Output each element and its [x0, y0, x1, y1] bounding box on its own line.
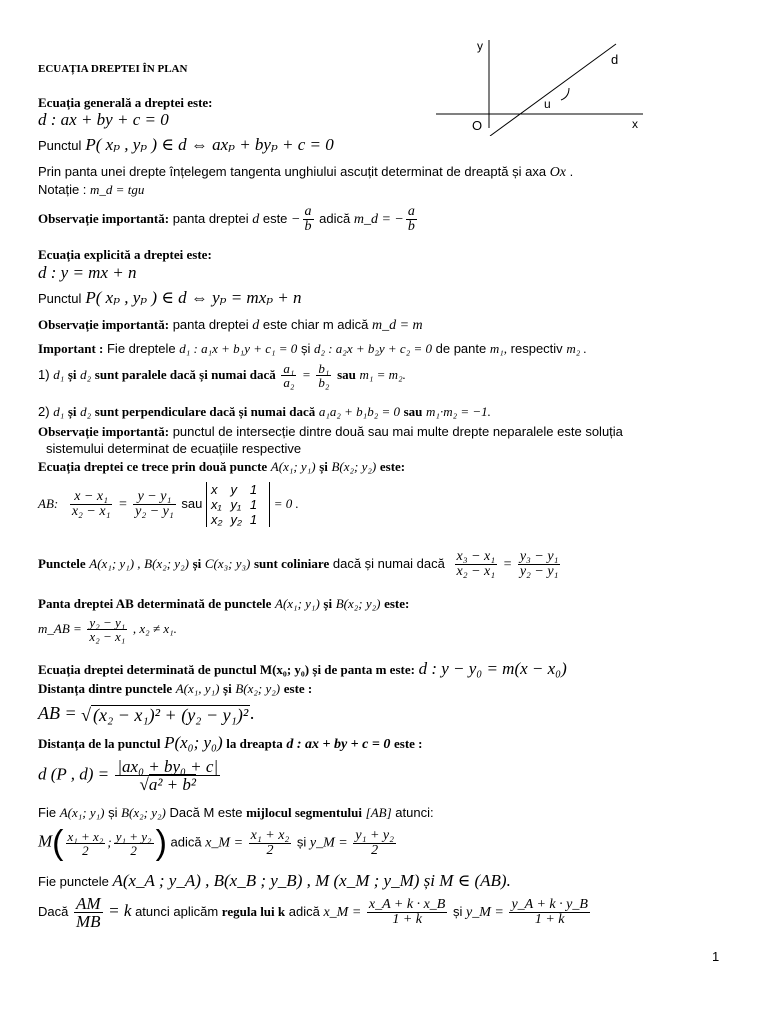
- two-points-heading: [38, 460, 405, 473]
- obs3-label: Observație importantă:: [38, 424, 170, 439]
- ratio-text1: atunci aplicăm: [135, 903, 219, 919]
- midpoint-atunci: atunci:: [395, 805, 434, 820]
- sqrt-sign: √ (x₂ − x₁)² + (y₂ − y₁)²: [81, 705, 249, 726]
- midpoint-text1: Fie: [38, 805, 57, 820]
- distance-este: este :: [283, 681, 313, 696]
- x-axis-label: x: [632, 117, 638, 131]
- collinear-text: dacă și numai dacă: [332, 555, 445, 571]
- perp-sau: sau: [403, 404, 423, 419]
- page-number: 1: [712, 949, 720, 964]
- parallel-line: [38, 362, 406, 389]
- midpoint-line: [38, 806, 434, 819]
- dist-line-text: la dreapta: [226, 736, 283, 751]
- md-eq: m_d = −: [353, 211, 404, 227]
- point-prefix-2: Punctul: [38, 291, 82, 306]
- important-text1: Fie dreptele: [106, 341, 176, 356]
- distance-B: B(x₂; y₂): [235, 681, 281, 696]
- general-eq: d : ax + by + c = 0: [38, 110, 169, 129]
- important-si: și: [300, 341, 311, 356]
- obs3-text1: punctul de intersecție dintre două sau mai multe drepte neparalele este soluția: [172, 424, 623, 439]
- notation-eq: m_d = tgu: [90, 182, 145, 197]
- midpoint-si2: și: [296, 834, 307, 850]
- line-d: [490, 44, 619, 136]
- dist-line-frac: $\frac{\text{|ax₀ + by₀ + c|}}{\text{√a² + b²}}$: [117, 757, 219, 794]
- midpoint-g1: $\frac{\text{x₁ + x₂}}{2}$: [250, 827, 290, 858]
- perpendicular-line: [38, 405, 491, 418]
- collinear-frac1: $\frac{\text{x₃ − x₁}}{\text{x₂ − x₁}}$: [456, 549, 496, 579]
- two-points-formula: [38, 482, 299, 527]
- points-line-text: Fie punctele: [38, 874, 109, 889]
- collinear-A: A(x₁; y₁) ,: [89, 555, 141, 571]
- collinear-eq: =: [502, 556, 513, 572]
- ratio-text2: adică: [288, 903, 320, 919]
- collinear-si: și: [192, 555, 202, 571]
- ratio-g2: $\frac{y\_A + k \cdot y\_B}{1 + k}$: [511, 897, 588, 927]
- important-resp: respectiv: [510, 341, 563, 356]
- notation-line: [38, 183, 144, 196]
- points-line-eq: A(x_A ; y_A) , B(x_B ; y_B) , M (x_M ; y_M) și M ∈ (AB).: [112, 871, 511, 890]
- obs-label-2: Observație importantă:: [38, 317, 170, 332]
- obs-intersection-2: sistemului determinat de ecuațiile respective: [46, 441, 302, 456]
- important-label: Important :: [38, 341, 104, 356]
- par-num: 1): [38, 366, 50, 382]
- obs-este: este: [262, 210, 288, 226]
- perp-si: și: [67, 404, 77, 419]
- obs-text: panta dreptei: [172, 210, 249, 226]
- notation-label: Notație :: [38, 182, 87, 197]
- general-point-line: [38, 136, 334, 154]
- obs-adica: adică: [319, 210, 351, 226]
- angle-arc: [561, 88, 569, 100]
- general-point-eq: P( xₚ , yₚ ) ∈ d ⇔ axₚ + byₚ + c = 0: [85, 135, 334, 154]
- fraction-a-b: $\frac{a}{b}$: [304, 204, 312, 234]
- explicit-point-line: [38, 289, 302, 307]
- det-eq: = 0 .: [273, 495, 299, 511]
- midpoint-ym: y_M =: [309, 835, 348, 851]
- perp-cond: a₁a₂ + b₁b₂ = 0: [318, 404, 400, 419]
- slope-ab-A: A(x₁; y₁): [275, 596, 320, 611]
- dist-line-P: P(x₀; y₀): [164, 733, 223, 752]
- par-sau: sau: [337, 366, 356, 382]
- dist-line-d: d : ax + by + c = 0: [286, 737, 391, 752]
- two-points-sau: sau: [181, 495, 203, 511]
- ratio-ym: y_M =: [466, 904, 504, 920]
- obs-slope-explicit: [38, 318, 423, 333]
- important-text2: de pante: [435, 341, 487, 356]
- midpoint-text2: Dacă M este: [169, 805, 243, 820]
- determinant: x y 1 x₁ y₁ 1 x₂ y₂ 1: [206, 482, 270, 527]
- perp-d1: d₁: [53, 404, 65, 419]
- ratio-eqk: = k: [108, 900, 132, 920]
- distance-A: A(x₁, y₁): [175, 681, 220, 696]
- collinear-line: [38, 550, 562, 579]
- slope-axis: Ox: [549, 165, 567, 180]
- points-line: [38, 872, 511, 889]
- slope-ab-si: și: [323, 596, 333, 611]
- collinear-frac2: $\frac{\text{y₃ − y₁}}{\text{y₂ − y₁}}$: [519, 549, 559, 579]
- distance-lhs: AB =: [38, 703, 77, 723]
- midpoint-frac1: $\frac{\text{x₁ + x₂}}{2}$: [67, 828, 104, 858]
- obs-eq-2: m_d = m: [371, 318, 423, 333]
- slope-ab-heading-text: Panta dreptei AB determinată de punctele: [38, 596, 272, 611]
- ab-label: AB:: [38, 495, 59, 511]
- par-d2: d₂: [80, 366, 92, 382]
- midpoint-B: B(x₂; y₂): [121, 805, 166, 820]
- two-points-B: B(x₂; y₂): [331, 459, 377, 474]
- midpoint-bold: mijlocul segmentului: [246, 805, 363, 820]
- two-points-este: este:: [379, 459, 406, 474]
- ratio-frac: $\frac{AM}{MB}$: [75, 894, 101, 931]
- slope-ab-lhs: m_AB =: [38, 620, 82, 636]
- y-axis-label: y: [477, 39, 483, 53]
- angle-label: u: [544, 97, 551, 111]
- distance-heading: [38, 682, 312, 695]
- par-text: sunt paralele dacă și numai dacă: [94, 366, 276, 382]
- important-line: [38, 342, 587, 355]
- midpoint-adica: adică: [170, 834, 202, 850]
- midpoint-M: M: [38, 831, 53, 851]
- point-prefix: Punctul: [38, 138, 82, 153]
- two-points-A: A(x₁; y₁): [270, 459, 316, 474]
- obs-d: d: [252, 211, 260, 227]
- ratio-xm: x_M =: [323, 904, 362, 920]
- collinear-B: B(x₂; y₂): [144, 555, 189, 571]
- origin-label: O: [472, 118, 483, 133]
- two-points-heading-text: Ecuația dreptei ce trece prin două puncte: [38, 459, 268, 474]
- important-m1: m₁,: [489, 341, 508, 356]
- par-frac2: $\frac{\text{b₁}}{\text{b₂}}$: [318, 361, 330, 390]
- obs-d-2: d: [252, 318, 260, 333]
- point-slope-heading: Ecuația dreptei determinată de punctul M(x₀; y₀) și de panta m este:: [38, 662, 415, 677]
- slope-ab-este: este:: [384, 596, 410, 611]
- slope-ab-frac: $\frac{\text{y₂ − y₁}}{\text{x₂ − x₁}}$: [89, 615, 126, 644]
- collinear-C: C(x₃; y₃): [204, 555, 251, 571]
- perp-alt: m₁·m₂ = −1.: [426, 404, 491, 419]
- ratio-si: și: [453, 903, 463, 919]
- important-d1: d₁ : a₁x + b₁y + c₁ = 0: [179, 341, 298, 356]
- perp-d2: d₂: [80, 404, 92, 419]
- obs-label: Observație importantă:: [38, 210, 170, 226]
- slope-definition: Prin panta unei drepte înțelegem tangenta unghiului ascuțit determinat de dreaptă și axa Ox .: [38, 164, 574, 180]
- dist-line-lhs: d (P , d) =: [38, 764, 110, 784]
- two-points-eq: =: [118, 496, 128, 512]
- midpoint-formula: M( $\frac{\text{x₁ + x₂}}{2}$ ; $\frac{\text{y₁ + y₂}}{2}$ ) adică x_M = $\frac{\text{x₁ + x₂}}{2}$ și y_M = $\frac{\text{y₁ + y₂}}{2}$: [38, 824, 394, 862]
- dist-line-heading-text: Distanța de la punctul: [38, 736, 161, 751]
- dist-line-formula: [38, 758, 222, 793]
- collinear-bold: sunt coliniare: [253, 555, 330, 571]
- line-diagram: [428, 36, 648, 136]
- ratio-g1: $\frac{x\_A + k \cdot x\_B}{1 + k}$: [368, 897, 446, 927]
- par-eq: =: [302, 366, 311, 382]
- par-alt: m₁ = m₂.: [359, 366, 406, 382]
- point-slope-line: [38, 660, 567, 677]
- midpoint-xm: x_M =: [205, 835, 244, 851]
- perp-text: sunt perpendiculare dacă și numai dacă: [94, 404, 316, 419]
- important-m2: m₂ .: [566, 341, 587, 356]
- obs-slope-general: [38, 205, 419, 234]
- ratio-daca: Dacă: [38, 903, 69, 919]
- slope-ab-B: B(x₂; y₂): [335, 596, 381, 611]
- minus-sign: −: [291, 211, 301, 227]
- ratio-bold: regula lui k: [221, 903, 286, 919]
- par-d1: d₁: [53, 366, 65, 382]
- page-title: ECUAȚIA DREPTEI ÎN PLAN: [38, 63, 188, 75]
- important-d2: d₂ : a₂x + b₂y + c₂ = 0: [313, 341, 432, 356]
- distance-heading-text: Distanța dintre punctele: [38, 681, 173, 696]
- collinear-label: Punctele: [38, 555, 86, 571]
- dist-line-heading: [38, 734, 423, 752]
- midpoint-si: și: [108, 805, 118, 820]
- two-points-frac2: $\frac{\text{y − y₁}}{\text{y₂ − y₁}}$: [135, 489, 174, 519]
- midpoint-g2: $\frac{\text{y₁ + y₂}}{2}$: [355, 827, 394, 858]
- line-label: d: [611, 52, 619, 67]
- obs-text2: este chiar m adică: [262, 317, 369, 332]
- obs-text-2: panta dreptei: [172, 317, 249, 332]
- point-slope-eq: d : y − y₀ = m(x − x₀): [418, 659, 567, 678]
- two-points-frac1: $\frac{\text{x − x₁}}{\text{x₂ − x₁}}$: [71, 489, 111, 519]
- slope-ab-formula: [38, 616, 177, 643]
- explicit-point-eq: P( xₚ , yₚ ) ∈ d ⇔ yₚ = mxₚ + n: [85, 288, 302, 307]
- midpoint-A: A(x₁; y₁): [59, 805, 105, 820]
- explicit-eq-heading: Ecuația explicită a dreptei este:: [38, 247, 212, 262]
- distance-formula: AB = √ (x₂ − x₁)² + (y₂ − y₁)² .: [38, 703, 255, 726]
- par-si: și: [67, 366, 77, 382]
- slope-ab-cond: , x₂ ≠ x₁.: [132, 620, 177, 636]
- explicit-eq: d : y = mx + n: [38, 263, 137, 282]
- par-frac1: $\frac{\text{a₁}}{\text{a₂}}$: [283, 361, 295, 390]
- obs-intersection-1: [38, 425, 623, 438]
- slope-ab-heading: [38, 597, 409, 610]
- general-eq-heading: Ecuația generală a dreptei este:: [38, 95, 213, 110]
- perp-num: 2): [38, 404, 50, 419]
- slope-def-text: Prin panta unei drepte înțelegem tangenta unghiului ascuțit determinat de dreaptă și axa: [38, 164, 547, 179]
- dist-line-este: este :: [393, 736, 423, 751]
- distance-si: și: [223, 681, 232, 696]
- ratio-line: [38, 895, 592, 930]
- fraction-a-b-2: $\frac{a}{b}$: [407, 204, 415, 234]
- midpoint-frac2: $\frac{\text{y₁ + y₂}}{2}$: [115, 828, 152, 858]
- two-points-si: și: [319, 459, 328, 474]
- midpoint-seg: [AB]: [365, 805, 392, 820]
